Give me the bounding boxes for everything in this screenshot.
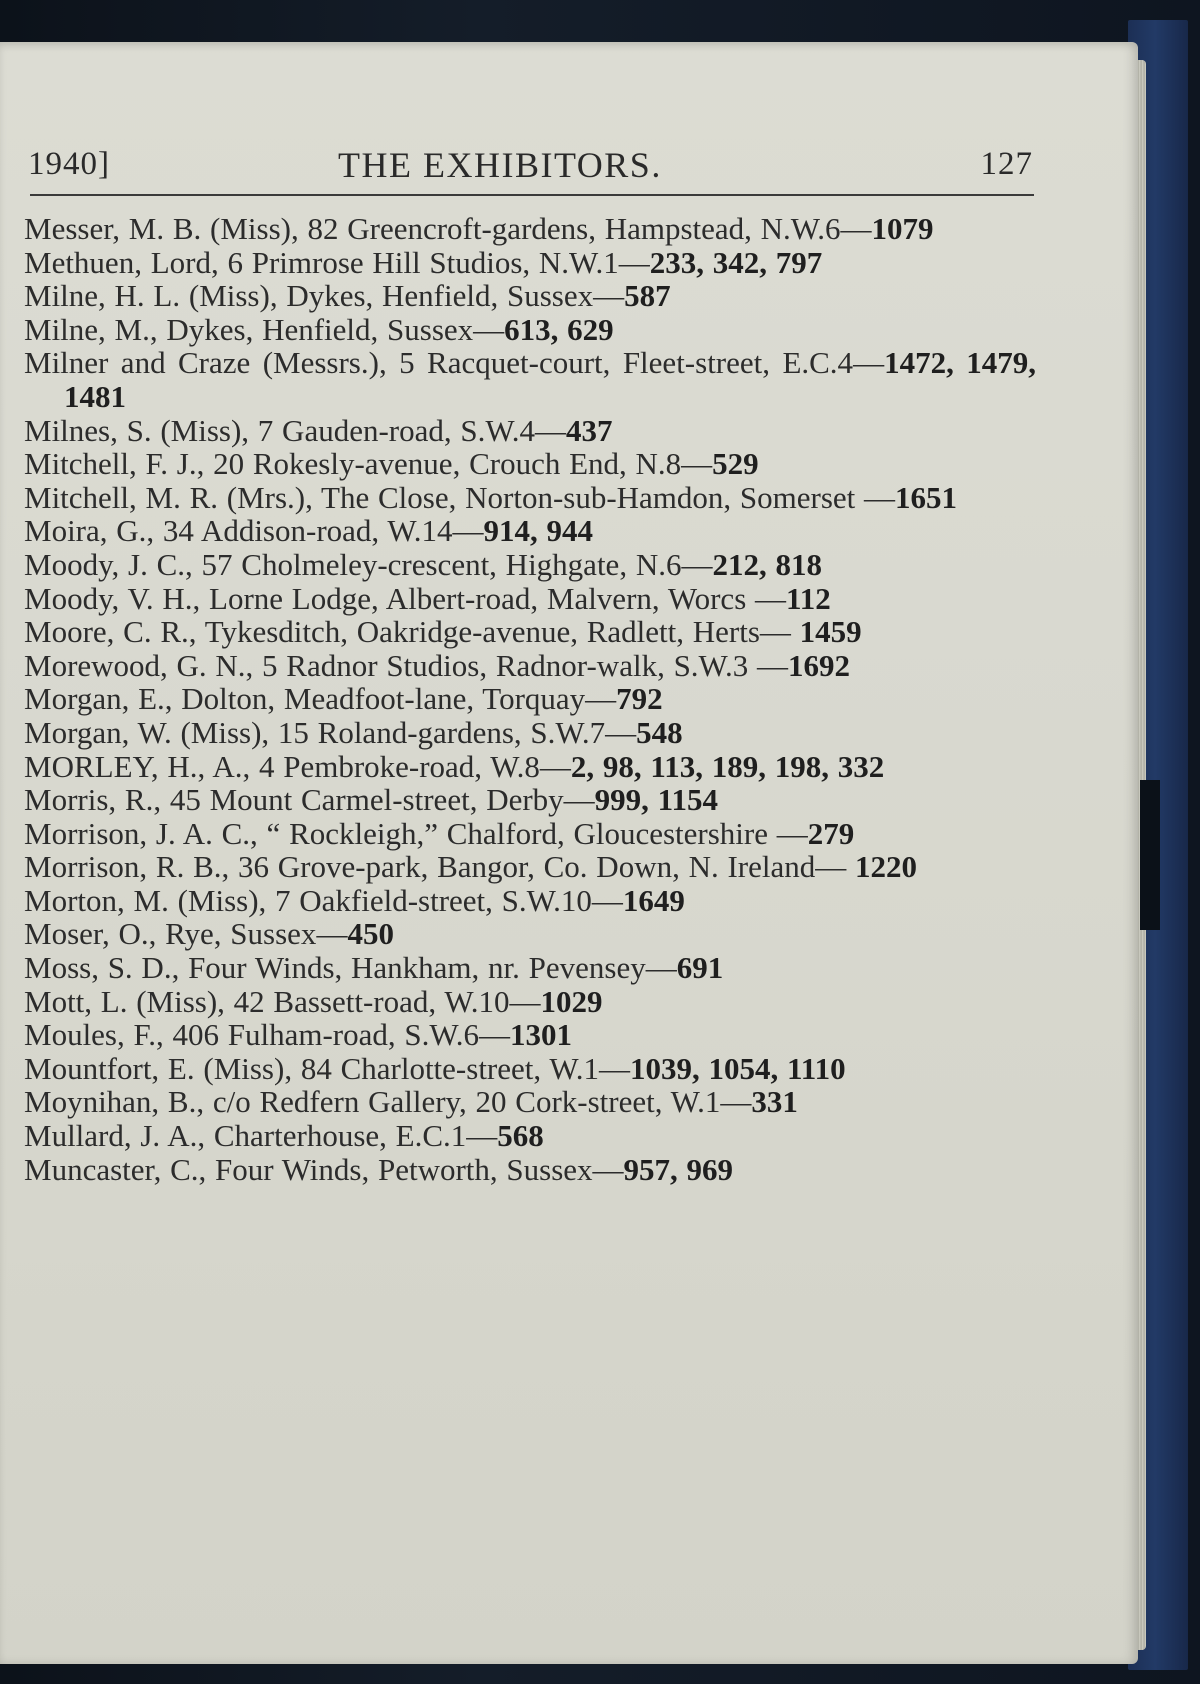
exhibit-numbers: 587 — [624, 278, 671, 314]
exhibit-numbers: 914, 944 — [483, 513, 594, 549]
exhibitor-name-address: Moules, F., 406 Fulham-road, S.W.6 — [24, 1017, 480, 1053]
exhibitor-name-address: Mitchell, F. J., 20 Rokesly-avenue, Crouch End, N.8 — [24, 446, 682, 482]
exhibit-numbers: 279 — [807, 815, 855, 851]
exhibit-numbers: 2, 98, 113, 189, 198, 332 — [570, 748, 885, 784]
exhibitor-name-address: Milne, M., Dykes, Henfield, Sussex — [24, 311, 474, 347]
exhibitor-name-address: Milner and Craze (Messrs.), 5 Racquet-court, Fleet-street, E.C.4 — [24, 345, 854, 381]
exhibit-numbers: 212, 818 — [712, 546, 822, 582]
exhibitor-name-address: Morgan, E., Dolton, Meadfoot-lane, Torquay — [24, 681, 586, 717]
exhibit-numbers: 999, 1154 — [594, 782, 718, 818]
exhibitor-name-address: Milne, H. L. (Miss), Dykes, Henfield, Sussex — [24, 278, 594, 314]
exhibit-numbers: 957, 969 — [623, 1151, 734, 1187]
exhibitor-entry: Moss, S. D., Four Winds, Hankham, nr. Pevensey—691 — [24, 950, 724, 986]
exhibitor-entry: Milnes, S. (Miss), 7 Gauden-road, S.W.4—437 — [24, 412, 613, 448]
header-rule — [30, 194, 1034, 196]
exhibitor-name-address: Milnes, S. (Miss), 7 Gauden-road, S.W.4 — [24, 412, 536, 448]
exhibitor-entry: Morrison, J. A. C., “ Rockleigh,” Chalford, Gloucestershire —279 — [24, 815, 855, 851]
exhibitor-name-address: Mullard, J. A., Charterhouse, E.C.1 — [24, 1118, 467, 1154]
exhibitor-entry: Messer, M. B. (Miss), 82 Greencroft-gardens, Hampstead, N.W.6—1079 — [24, 211, 934, 246]
exhibitor-entry: Morewood, G. N., 5 Radnor Studios, Radnor-walk, S.W.3 —1692 — [24, 647, 850, 683]
exhibitor-entry: Mitchell, F. J., 20 Rokesly-avenue, Crouch End, N.8—529 — [24, 446, 759, 482]
exhibit-numbers: 792 — [616, 681, 663, 717]
exhibitor-name-address: Morrison, R. B., 36 Grove-park, Bangor, Co. Down, N. Ireland — [24, 849, 816, 885]
exhibitor-name-address: Mitchell, M. R. (Mrs.), The Close, Norton-sub-Hamdon, Somerset — [24, 479, 856, 515]
exhibitor-entry: Moira, G., 34 Addison-road, W.14—914, 944 — [24, 513, 594, 549]
exhibitor-entry: Milne, H. L. (Miss), Dykes, Henfield, Sussex—587 — [24, 278, 671, 314]
exhibit-numbers: 331 — [751, 1084, 798, 1120]
exhibit-numbers: 1472, 1479, 1481 — [64, 345, 1036, 414]
exhibitor-name-address: Moira, G., 34 Addison-road, W.14 — [24, 513, 453, 549]
exhibitor-name-address: Morris, R., 45 Mount Carmel-street, Derby — [24, 782, 564, 818]
exhibit-numbers: 1301 — [510, 1017, 573, 1053]
page-number: 127 — [980, 146, 1033, 182]
exhibitor-entry: MORLEY, H., A., 4 Pembroke-road, W.8—2, 98, 113, 189, 198, 332 — [24, 748, 885, 784]
exhibit-numbers: 548 — [636, 714, 683, 750]
exhibit-numbers: 1459 — [799, 614, 862, 650]
exhibit-numbers: 1079 — [871, 211, 934, 246]
exhibitor-entry: Morgan, W. (Miss), 15 Roland-gardens, S.W.7—548 — [24, 714, 683, 750]
exhibit-numbers: 568 — [497, 1118, 544, 1154]
index-tab — [1140, 780, 1160, 930]
exhibitor-entry: Morrison, R. B., 36 Grove-park, Bangor, Co. Down, N. Ireland— 1220 — [24, 849, 918, 885]
exhibit-numbers: 1649 — [622, 882, 685, 918]
exhibit-numbers: 450 — [347, 916, 394, 952]
exhibitor-name-address: Moody, J. C., 57 Cholmeley-crescent, Highgate, N.6 — [24, 546, 682, 582]
exhibitor-entry: Moore, C. R., Tykesditch, Oakridge-avenue, Radlett, Herts— 1459 — [24, 614, 862, 650]
exhibitor-name-address: Moynihan, B., c/o Redfern Gallery, 20 Cork-street, W.1 — [24, 1084, 721, 1120]
exhibitor-name-address: Methuen, Lord, 6 Primrose Hill Studios, N.W.1 — [24, 244, 619, 280]
exhibitor-name-address: Morton, M. (Miss), 7 Oakfield-street, S.W.10 — [24, 882, 592, 918]
exhibit-numbers: 112 — [786, 580, 831, 616]
exhibitor-name-address: Morrison, J. A. C., “ Rockleigh,” Chalford, Gloucestershire — [24, 815, 768, 851]
exhibitor-name-address: Morgan, W. (Miss), 15 Roland-gardens, S.W.7 — [24, 714, 606, 750]
exhibit-numbers: 691 — [676, 950, 724, 986]
exhibit-numbers: 1039, 1054, 1110 — [630, 1050, 846, 1086]
exhibitor-entry: Milner and Craze (Messrs.), 5 Racquet-court, Fleet-street, E.C.4—1472, 1479, 1481 — [24, 345, 1036, 414]
exhibitor-entry: Moody, J. C., 57 Cholmeley-crescent, Highgate, N.6—212, 818 — [24, 546, 822, 582]
exhibitor-name-address: Moser, O., Rye, Sussex — [24, 916, 317, 952]
running-header — [28, 140, 1033, 190]
exhibit-numbers: 1692 — [787, 647, 850, 683]
exhibitor-name-address: Messer, M. B. (Miss), 82 Greencroft-gardens, Hampstead, N.W.6 — [24, 211, 841, 246]
exhibitor-entry: Morris, R., 45 Mount Carmel-street, Derby—999, 1154 — [24, 782, 718, 818]
exhibitor-entry: Moody, V. H., Lorne Lodge, Albert-road, Malvern, Worcs —112 — [24, 580, 831, 616]
exhibitor-name-address: Mott, L. (Miss), 42 Bassett-road, W.10 — [24, 983, 510, 1019]
exhibit-numbers: 529 — [712, 446, 759, 482]
exhibitor-name-address: Muncaster, C., Four Winds, Petworth, Sussex — [24, 1151, 593, 1187]
exhibitor-entry: Methuen, Lord, 6 Primrose Hill Studios, N.W.1—233, 342, 797 — [24, 244, 823, 280]
exhibitor-entry: Morgan, E., Dolton, Meadfoot-lane, Torquay—792 — [24, 681, 663, 717]
exhibitor-name-address: Moody, V. H., Lorne Lodge, Albert-road, Malvern, Worcs — [24, 580, 747, 616]
exhibitor-entry: Mountfort, E. (Miss), 84 Charlotte-street, W.1—1039, 1054, 1110 — [24, 1050, 846, 1086]
header-year: 1940] — [28, 146, 110, 182]
exhibit-numbers: 233, 342, 797 — [649, 244, 823, 280]
exhibitor-entry: Moynihan, B., c/o Redfern Gallery, 20 Cork-street, W.1—331 — [24, 1084, 798, 1120]
exhibitor-entry: Mott, L. (Miss), 42 Bassett-road, W.10—1029 — [24, 983, 603, 1019]
exhibit-numbers: 437 — [566, 412, 613, 448]
exhibitor-name-address: Moore, C. R., Tykesditch, Oakridge-avenue, Radlett, Herts — [24, 614, 760, 650]
exhibit-numbers: 1651 — [895, 479, 958, 515]
exhibitor-name-address: Mountfort, E. (Miss), 84 Charlotte-street, W.1 — [24, 1050, 599, 1086]
exhibitor-entry: Muncaster, C., Four Winds, Petworth, Sussex—957, 969 — [24, 1151, 734, 1187]
page-title: THE EXHIBITORS. — [338, 145, 662, 185]
exhibit-numbers: 1220 — [855, 849, 918, 885]
exhibit-numbers: 613, 629 — [504, 311, 614, 347]
exhibitor-entry: Mitchell, M. R. (Mrs.), The Close, Norton-sub-Hamdon, Somerset —1651 — [24, 479, 958, 515]
exhibitor-name-address: MORLEY, H., A., 4 Pembroke-road, W.8 — [24, 748, 540, 784]
exhibitor-entry: Moser, O., Rye, Sussex—450 — [24, 916, 394, 952]
exhibitor-entry: Moules, F., 406 Fulham-road, S.W.6—1301 — [24, 1017, 573, 1053]
exhibit-numbers: 1029 — [540, 983, 603, 1019]
exhibitor-entry: Milne, M., Dykes, Henfield, Sussex—613, 629 — [24, 311, 614, 347]
exhibitor-name-address: Moss, S. D., Four Winds, Hankham, nr. Pevensey — [24, 950, 646, 986]
exhibitor-list — [24, 212, 1036, 1186]
exhibitor-entry: Mullard, J. A., Charterhouse, E.C.1—568 — [24, 1118, 544, 1154]
exhibitor-entry: Morton, M. (Miss), 7 Oakfield-street, S.W.10—1649 — [24, 882, 685, 918]
exhibitor-name-address: Morewood, G. N., 5 Radnor Studios, Radnor-walk, S.W.3 — [24, 647, 749, 683]
